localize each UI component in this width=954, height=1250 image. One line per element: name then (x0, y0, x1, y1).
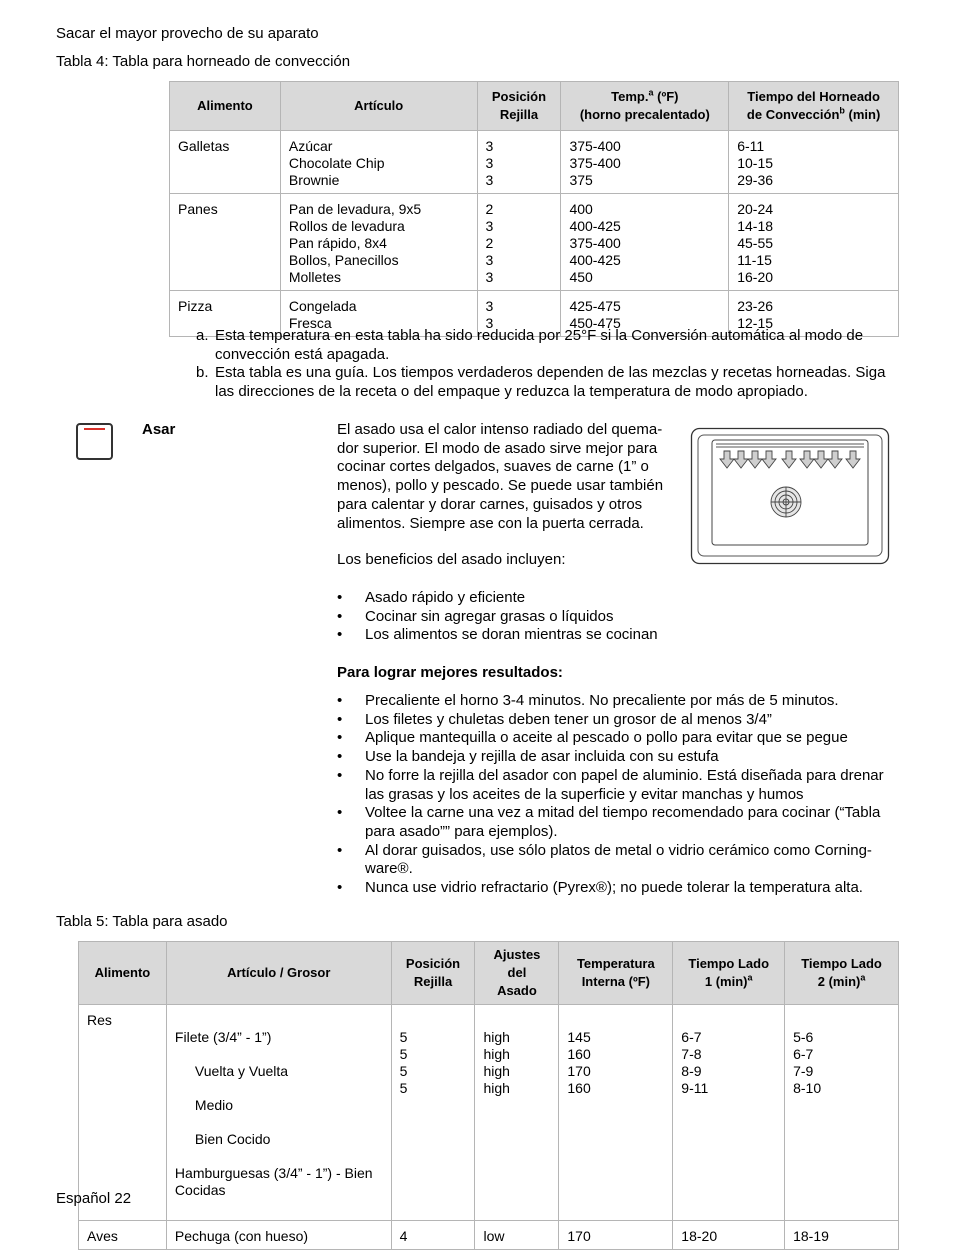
section-title-asar: Asar (142, 421, 176, 438)
cell-alimento: Galletas (170, 131, 281, 194)
col-header-alimento: Alimento (170, 82, 281, 131)
cell-alimento: Res (79, 1005, 167, 1221)
list-item: • Al dorar guisados, use sólo platos de metal o vidrio cerámico como Corning-ware®. (337, 841, 872, 878)
list-item: • Precaliente el horno 3-4 minutos. No precaliente por más de 5 minutos. (337, 692, 839, 709)
benefits-title: Los beneficios del asado incluyen: (337, 551, 566, 568)
cell-lado1: 6-7 7-8 8-9 9-11 (673, 1005, 785, 1221)
table-row (79, 1005, 899, 1221)
cell-tiempo: 23-26 12-15 (729, 291, 899, 337)
list-item: • Aplique mantequilla o aceite al pescado o pollo para evitar que se pegue (337, 729, 848, 747)
table-header-row (170, 82, 899, 131)
cell-posicion: 5 5 5 5 (391, 1005, 475, 1221)
cell-articulo: Pan de levadura, 9x5 Rollos de levadura Pan rápido, 8x4 Bollos, Panecillos Molletes (280, 194, 477, 291)
col-header-articulo: Artículo / Grosor (166, 942, 391, 1005)
cell-tiempo: 20-24 14-18 45-55 11-15 16-20 (729, 194, 899, 291)
cell-articulo: Pechuga (con hueso) (166, 1221, 391, 1250)
list-item: • Asado rápido y eficiente (337, 589, 526, 606)
cell-lado2: 18-19 (785, 1221, 899, 1250)
table-row (170, 194, 899, 291)
oven-broil-diagram (690, 427, 890, 565)
page-footer: Español 22 (56, 1190, 132, 1207)
col-header-posicion: Posición Rejilla (391, 942, 475, 1005)
list-item: • Voltee la carne una vez a mitad del tiempo recomendado para cocinar (“Tabla para asado”” para ejemplos). (337, 804, 881, 840)
cell-articulo: Filete (3/4” - 1”) Vuelta y Vuelta Medio Bien Cocido Hamburguesas (3/4” - 1”) - Bien Cocidas (166, 1005, 391, 1221)
section-header: Sacar el mayor provecho de su aparato (56, 25, 319, 42)
footnote-b: b. Esta tabla es una guía. Los tiempos verdaderos dependen de las mezclas y recetas horneadas. Siga las direcciones de la receta o del empaque y reduzca la temperatura de modo apropiado. (196, 364, 886, 400)
cell-lado1: 18-20 (673, 1221, 785, 1250)
cell-temp: 375-400 375-400 375 (561, 131, 729, 194)
cell-ajustes: low (475, 1221, 559, 1250)
cell-posicion: 3 3 3 (477, 131, 561, 194)
footnote-a: a. Esta temperatura en esta tabla ha sido reducida por 25°F si la Conversión automática al modo de convección está apagada. (196, 327, 864, 363)
cell-articulo: Congelada Fresca (280, 291, 477, 337)
convection-baking-table (169, 81, 899, 337)
cell-articulo: Azúcar Chocolate Chip Brownie (280, 131, 477, 194)
cell-temp: 425-475 450-475 (561, 291, 729, 337)
asar-intro: El asado usa el calor intenso radiado del quema- dor superior. El modo de asado sirve mejor para cocinar cortes delgados, suaves de carne (1” o menos), pollo y pescado. Se puede usar también para calentar y dorar carnes, guisados y otros alimentos. Siempre ase con la puerta cerrada. (337, 421, 664, 532)
convection-fan-icon (771, 487, 801, 517)
table4-caption: Tabla 4: Tabla para horneado de convección (56, 53, 351, 70)
table-row (79, 1221, 899, 1250)
table-row (170, 131, 899, 194)
col-header-tiempo: Tiempo del Horneado de Convección$^b$ (min) (729, 82, 899, 131)
cell-temp: 400 400-425 375-400 400-425 450 (561, 194, 729, 291)
col-header-articulo: Artículo (280, 82, 477, 131)
cell-lado2: 5-6 6-7 7-9 8-10 (785, 1005, 899, 1221)
cell-temp: 145 160 170 160 (559, 1005, 673, 1221)
cell-ajustes: high high high high (475, 1005, 559, 1221)
cell-alimento: Aves (79, 1221, 167, 1250)
cell-temp: 170 (559, 1221, 673, 1250)
cell-posicion: 4 (391, 1221, 475, 1250)
col-header-temp: Temp.$^a$ (ºF) (horno precalentado) (561, 82, 729, 131)
col-header-posicion: Posición Rejilla (477, 82, 561, 131)
list-item: • Los filetes y chuletas deben tener un grosor de al menos 3/4” (337, 710, 772, 728)
list-item: • Nunca use vidrio refractario (Pyrex®); no puede tolerar la temperatura alta. (337, 879, 863, 897)
col-header-lado2: Tiempo Lado 2 $(\min)^a$ (785, 942, 899, 1005)
cell-alimento: Pizza (170, 291, 281, 337)
list-item: • Use la bandeja y rejilla de asar incluida con su estufa (337, 748, 719, 766)
cell-alimento: Panes (170, 194, 281, 291)
table5-caption: Tabla 5: Tabla para asado (56, 913, 228, 930)
broil-table (78, 941, 899, 1250)
cell-posicion: 2 3 2 3 3 (477, 194, 561, 291)
cell-posicion: 3 3 (477, 291, 561, 337)
col-header-alimento: Alimento (79, 942, 167, 1005)
table-header-row (79, 942, 899, 1005)
benefits-list (337, 589, 897, 645)
list-item: • Cocinar sin agregar grasas o líquidos (337, 607, 614, 625)
col-header-ajustes: Ajustes del Asado (475, 942, 559, 1005)
tips-title: Para lograr mejores resultados: (337, 664, 563, 681)
list-item: • No forre la rejilla del asador con papel de aluminio. Está diseñada para drenar las grasas y los aceites de la superficie y evitar manchas y humos (337, 766, 884, 803)
col-header-temp: Temperatura Interna (ºF) (559, 942, 673, 1005)
cell-tiempo: 6-11 10-15 29-36 (729, 131, 899, 194)
list-item: • Los alimentos se doran mientras se cocinan (337, 626, 658, 644)
broil-mode-icon (76, 423, 113, 460)
tips-list (337, 692, 899, 898)
col-header-lado1: Tiempo Lado 1 $(\min)^a$ (673, 942, 785, 1005)
